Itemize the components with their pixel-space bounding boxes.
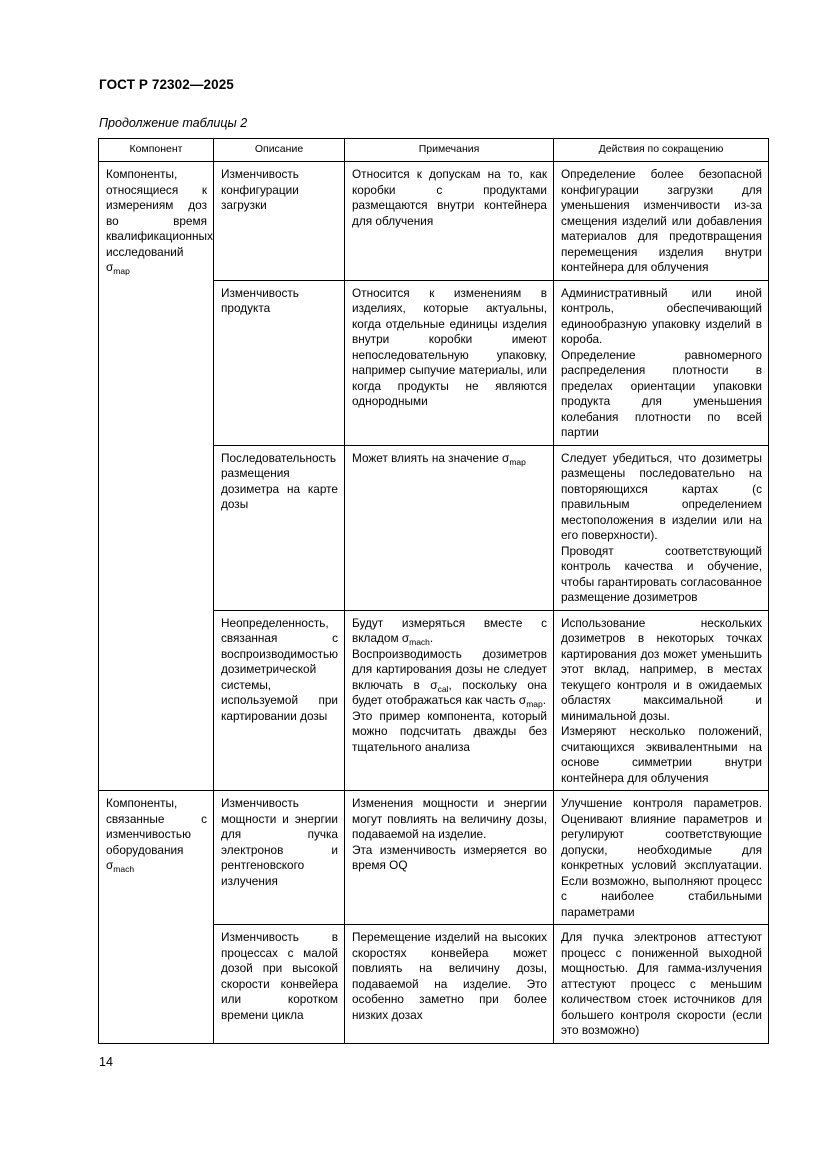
notes-cell: Относится к допускам на то, как коробки с продуктами размещаются внутри контейнера для облучения [345, 162, 554, 281]
component-label: Компоненты, относящиеся к измерениям доз во время квалификационных исследований [106, 167, 213, 259]
notes-cell: Изменения мощности и энергии могут повлиять на величину дозы, подаваемой на изделие. Эта изменчивость измеряется во время OQ [345, 791, 554, 925]
description-cell: Изменчивость мощности и энергии для пучка электронов и рентгеновского излучения [214, 791, 345, 925]
notes-cell: Может влиять на значение $\sigma_{map}$ [345, 445, 554, 610]
actions-cell: Улучшение контроля параметров. Оценивают влияние параметров и регулируют соответствующие допуски, необходимые для конкретных условий эксплуатации. Если возможно, выполняют процесс с наиболее стабильными параметрами [554, 791, 769, 925]
table-row [99, 162, 769, 281]
actions-cell: Административный или иной контроль, обеспечивающий единообразную упаковку изделий в короба. Определение равномерного распределения плотности в пределах ориентации упаковки продукта для уменьшения колебания плотности по всей партии [554, 280, 769, 445]
table-header-row [99, 139, 769, 162]
component-symbol: $\sigma_{map}$ [106, 260, 130, 276]
description-cell: Последовательность размещения дозиметра на карте дозы [214, 445, 345, 610]
column-header-description: Описание [214, 139, 345, 162]
document-code: ГОСТ Р 72302—2025 [99, 77, 234, 92]
actions-cell: Для пучка электронов аттестуют процесс с пониженной выходной мощностью. Для гамма-излучения аттестуют процесс с меньшим количеством стоек источников для большего контроля скорости (если это возможно) [554, 925, 769, 1044]
column-header-notes: Примечания [345, 139, 554, 162]
component-symbol: $\sigma_{mach}$ [106, 858, 135, 874]
column-header-actions: Действия по сокращению [554, 139, 769, 162]
notes-cell: Будут измеряться вместе с вкладом $\sigma_{mach}$. Воспроизводимость дозиметров для картирования дозы не следует включать в $\sigma_{cal}$, поскольку она будет отображаться как часть $\sigma_{map}$. Это пример компонента, который можно подсчитать дважды без тщательного анализа [345, 610, 554, 791]
description-cell: Изменчивость в процессах с малой дозой при высокой скорости конвейера или коротком времени цикла [214, 925, 345, 1044]
description-cell: Неопределенность, связанная с воспроизводимостью дозиметрической системы, используемой при картировании дозы [214, 610, 345, 791]
notes-cell: Перемещение изделий на высоких скоростях конвейера может повлиять на величину дозы, подаваемой на изделие. Это особенно заметно при более низких дозах [345, 925, 554, 1044]
table-caption: Продолжение таблицы 2 [99, 116, 248, 130]
description-cell: Изменчивость продукта [214, 280, 345, 445]
table-row [99, 791, 769, 925]
actions-cell: Использование нескольких дозиметров в некоторых точках картирования доз может уменьшить этот вклад, например, в местах текущего контроля и в ожидаемых областях максимальной и минимальной дозы. Измеряют несколько положений, считающихся эквивалентными на основе симметрии внутри контейнера для облучения [554, 610, 769, 791]
actions-cell: Определение более безопасной конфигурации загрузки для уменьшения изменчивости из-за смещения изделий или добавления материалов для предотвращения перемещения изделия внутри контейнера для облучения [554, 162, 769, 281]
page-number: 14 [99, 1055, 113, 1069]
component-label: Компоненты, связанные с изменчивостью оборудования [106, 796, 207, 857]
notes-cell: Относится к изменениям в изделиях, которые актуальны, когда отдельные единицы изделия внутри коробки имеют непоследовательную упаковку, например сыпучие материалы, или когда продукты не являются однородными [345, 280, 554, 445]
description-cell: Изменчивость конфигурации загрузки [214, 162, 345, 281]
component-cell-equipment [99, 791, 214, 1044]
uncertainty-components-table [98, 138, 769, 1044]
column-header-component: Компонент [99, 139, 214, 162]
actions-cell: Следует убедиться, что дозиметры размещены последовательно на повторяющихся картах (с правильным определением местоположения в изделии или на его поверхности). Проводят соответствующий контроль качества и обучение, чтобы гарантировать согласованное размещение дозиметров [554, 445, 769, 610]
component-cell-dose-mapping [99, 162, 214, 791]
